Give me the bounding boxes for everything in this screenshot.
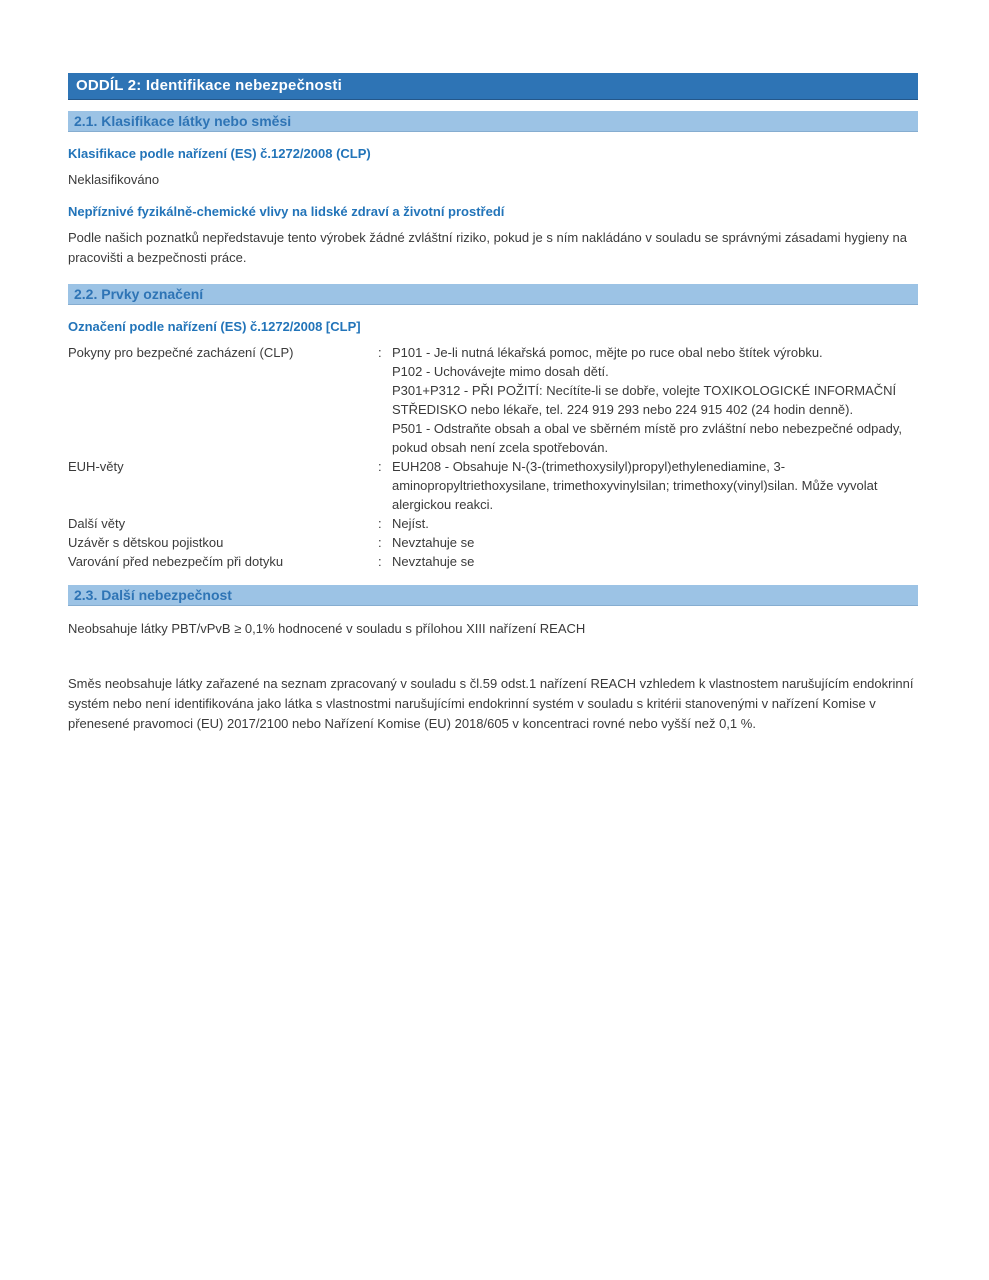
field-separator: : (378, 535, 382, 550)
p-phrase: P102 - Uchovávejte mimo dosah dětí. (392, 364, 609, 379)
section-2-header: ODDÍL 2: Identifikace nebezpečnosti (68, 73, 918, 100)
field-row-euh-statements (68, 457, 918, 514)
sds-page (68, 73, 918, 734)
subsection-2-3-header: 2.3. Další nebezpečnost (68, 585, 918, 606)
field-separator: : (378, 554, 382, 569)
classification-value: Neklasifikováno (68, 172, 160, 187)
field-row-child-resistant-closure (68, 533, 918, 552)
adverse-effects-text: Podle našich poznatků nepředstavuje tento výrobek žádné zvláštní riziko, pokud je s ním nakládáno v souladu se správnými zásadami hygieny na pracovišti a bezpečnosti práce. (68, 230, 907, 265)
closure-value: Nevztahuje se (392, 535, 475, 550)
p-phrase: P501 - Odstraňte obsah a obal ve sběrném místě pro zvláštní nebo nebezpečné odpady, pokud obsah není zcela spotřebován. (392, 421, 902, 455)
labelling-regulation-label: Označení podle nařízení (ES) č.1272/2008 [CLP] (68, 319, 361, 334)
endocrine-disruptor-text: Směs neobsahuje látky zařazené na seznam zpracovaný v souladu s čl.59 odst.1 nařízení REACH vzhledem k vlastnostem narušujícím endokrinní systém nebo není identifikována jako látka s vlastnostmi narušujícími endokrinní systém v souladu s kritérii stanovenými v nařízení Komise v přenesené pravomoci (EU) 2017/2100 nebo Nařízení Komise (EU) 2018/605 v koncentraci rovné nebo vyšší než 0,1 %. (68, 676, 914, 731)
labelling-fields (68, 343, 918, 571)
field-label: Pokyny pro bezpečné zacházení (CLP) (68, 345, 294, 360)
field-label: Varování před nebezpečím při dotyku (68, 554, 284, 569)
field-value (392, 457, 912, 514)
field-row-tactile-warning (68, 552, 918, 571)
field-label: Další věty (68, 516, 126, 531)
field-label: Uzávěr s dětskou pojistkou (68, 535, 224, 550)
euh-phrase: EUH208 - Obsahuje N-(3-(trimethoxysilyl)propyl)ethylenediamine, 3-aminopropyltriethoxysilane, trimethoxyvinylsilan; trimethoxy(vinyl)silan. Může vyvolat alergickou reakci. (392, 459, 878, 512)
subsection-2-2-header: 2.2. Prvky označení (68, 284, 918, 305)
field-value (392, 514, 912, 533)
field-value (392, 552, 912, 571)
field-value (392, 533, 912, 552)
pbt-vpvb-text: Neobsahuje látky PBT/vPvB ≥ 0,1% hodnocené v souladu s přílohou XIII nařízení REACH (68, 621, 586, 636)
tactile-warning-value: Nevztahuje se (392, 554, 475, 569)
adverse-effects-label: Nepříznivé fyzikálně-chemické vlivy na lidské zdraví a životní prostředí (68, 204, 505, 219)
other-statement: Nejíst. (392, 516, 429, 531)
field-label: EUH-věty (68, 459, 124, 474)
field-separator: : (378, 459, 382, 474)
field-row-precautionary-statements (68, 343, 918, 457)
classification-regulation-label: Klasifikace podle nařízení (ES) č.1272/2008 (CLP) (68, 146, 371, 161)
p-phrase: P101 - Je-li nutná lékařská pomoc, mějte po ruce obal nebo štítek výrobku. (392, 345, 823, 360)
subsection-2-1-header: 2.1. Klasifikace látky nebo směsi (68, 111, 918, 132)
field-value (392, 343, 912, 457)
field-separator: : (378, 345, 382, 360)
field-separator: : (378, 516, 382, 531)
field-row-other-statements (68, 514, 918, 533)
p-phrase: P301+P312 - PŘI POŽITÍ: Necítíte-li se dobře, volejte TOXIKOLOGICKÉ INFORMAČNÍ STŘEDISKO nebo lékaře, tel. 224 919 293 nebo 224 915 402 (24 hodin denně). (392, 383, 897, 417)
